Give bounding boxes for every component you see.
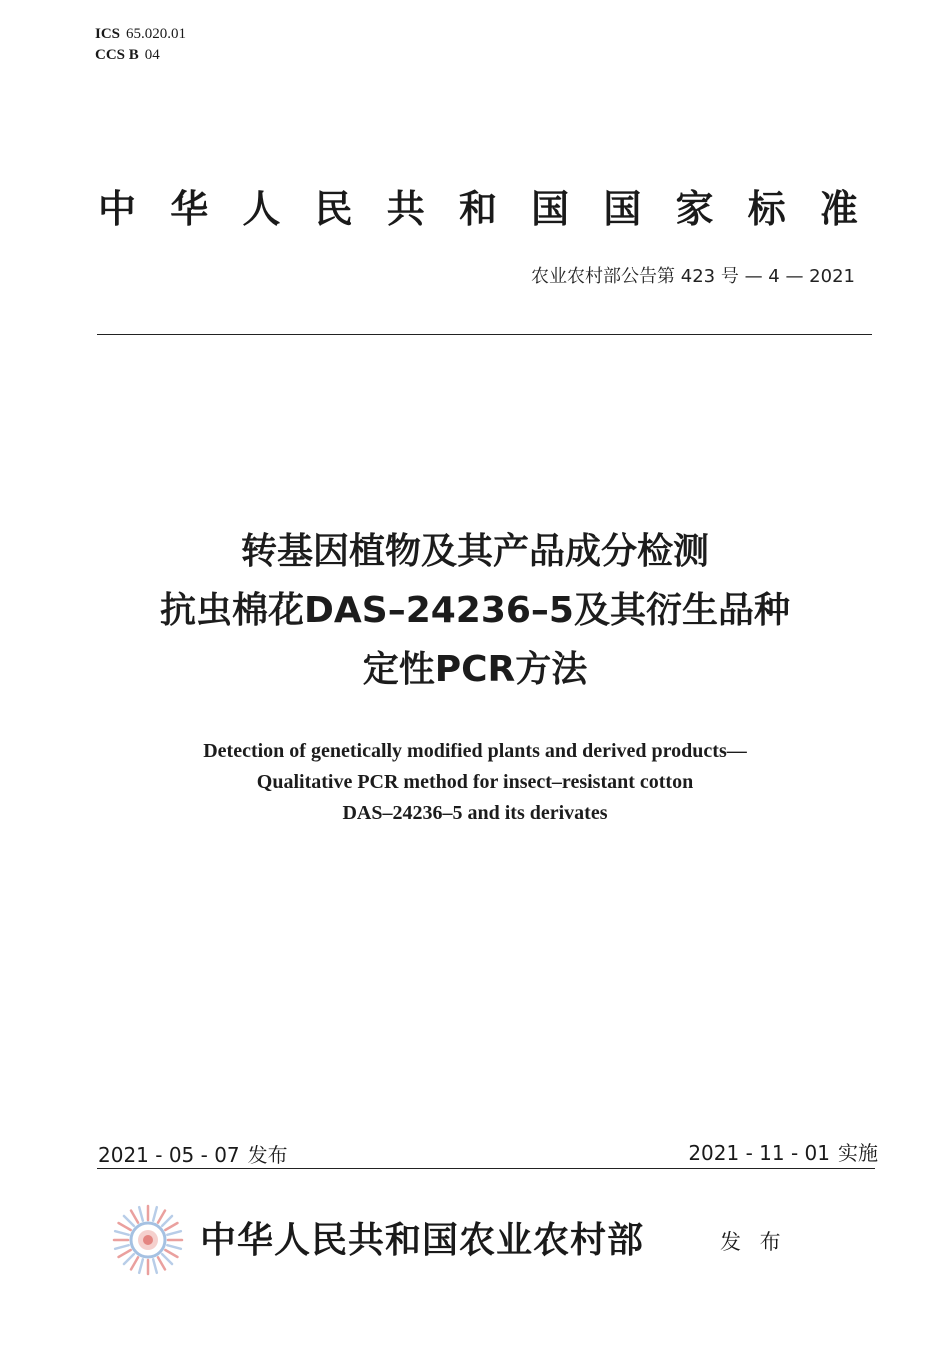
emblem-ray: [131, 1257, 138, 1269]
chinese-title-line: 转基因植物及其产品成分检测: [240, 531, 709, 572]
emblem-ray: [131, 1211, 138, 1223]
standard-number: 农业农村部公告第 423 号 — 4 — 2021: [531, 266, 855, 287]
emblem-ray: [124, 1254, 134, 1264]
emblem-ray: [165, 1223, 177, 1230]
national-standard-heading: [98, 178, 858, 233]
emblem-ray: [119, 1223, 131, 1230]
classification-codes: [95, 24, 186, 66]
implementation-label: 实施: [838, 1141, 878, 1165]
emblem-ray: [153, 1259, 157, 1273]
emblem-ray: [167, 1231, 181, 1235]
publish-label: 发 布: [720, 1230, 787, 1254]
emblem-ray: [165, 1250, 177, 1257]
heading-char: 中: [98, 187, 137, 231]
emblem-ray: [158, 1257, 165, 1269]
english-title: [0, 736, 950, 829]
emblem-ray: [162, 1254, 172, 1264]
emblem-ray: [115, 1231, 129, 1235]
bottom-divider: [97, 1168, 875, 1169]
ccs-label: CCS B: [95, 47, 139, 63]
emblem-ray: [153, 1207, 157, 1221]
emblem-ray: [158, 1211, 165, 1223]
heading-char: 国: [531, 187, 570, 231]
heading-char: 和: [458, 187, 497, 231]
ics-label: ICS: [95, 26, 121, 42]
emblem-ray: [115, 1245, 129, 1249]
heading-char: 国: [603, 187, 642, 231]
ministry-emblem-icon: [112, 1204, 184, 1276]
emblem-ray: [162, 1216, 172, 1226]
heading-char: 民: [314, 187, 353, 231]
issue-label: 发布: [247, 1143, 288, 1167]
chinese-title-line: 抗虫棉花DAS–24236–5及其衍生品种: [160, 590, 790, 631]
heading-char: 共: [386, 187, 425, 231]
emblem-ray: [139, 1207, 143, 1221]
emblem-ray: [119, 1250, 131, 1257]
heading-char: 家: [675, 187, 714, 231]
heading-char: 人: [242, 187, 281, 231]
ccs-row: [95, 45, 186, 66]
english-title-line: Qualitative PCR method for insect–resistant cotton: [256, 771, 694, 793]
implementation-date: 2021 - 11 - 01: [688, 1141, 830, 1165]
emblem-ray: [124, 1216, 134, 1226]
heading-char: 准: [819, 187, 858, 231]
publisher-name: 中华人民共和国农业农村部: [200, 1219, 645, 1261]
chinese-title: [0, 522, 950, 699]
ccs-code: 04: [144, 47, 160, 63]
ics-row: [95, 24, 186, 45]
implementation-date-block: [688, 1137, 878, 1166]
heading-char: 华: [170, 187, 209, 231]
emblem-ray: [167, 1245, 181, 1249]
top-divider: [97, 334, 872, 335]
heading-char: 标: [747, 187, 786, 231]
english-title-line: DAS–24236–5 and its derivates: [342, 802, 608, 824]
english-title-line: Detection of genetically modified plants and derived products—: [203, 740, 747, 762]
chinese-title-line: 定性PCR方法: [362, 649, 588, 690]
issue-date: 2021 - 05 - 07: [98, 1143, 240, 1167]
issue-date-block: [98, 1139, 288, 1168]
emblem-ray: [139, 1259, 143, 1273]
ics-code: 65.020.01: [126, 26, 187, 42]
